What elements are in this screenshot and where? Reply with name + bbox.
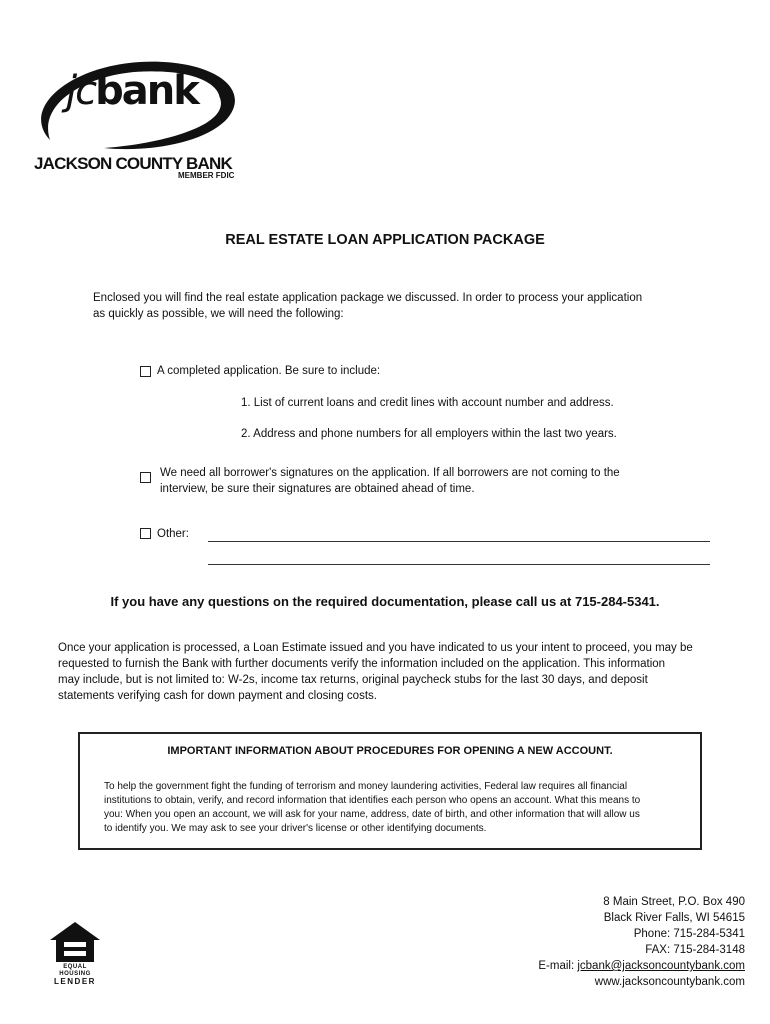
logo-wordmark bbox=[66, 68, 198, 114]
address-fax: FAX: 715-284-3148 bbox=[645, 944, 745, 956]
bank-logo bbox=[30, 48, 250, 186]
member-fdic: MEMBER FDIC bbox=[178, 171, 235, 180]
address-email-row bbox=[538, 958, 745, 974]
checklist-subitem-employers: 2. Address and phone numbers for all employers within the last two years. bbox=[241, 428, 617, 440]
eho-line: EQUAL HOUSING bbox=[59, 964, 91, 977]
signatures-line: interview, be sure their signatures are obtained ahead of time. bbox=[160, 483, 475, 495]
notice-line: you: When you open an account, we will ask for your name, address, date of birth, and other information that will allow us bbox=[104, 809, 640, 820]
other-input-line-1[interactable] bbox=[208, 541, 710, 542]
intro-line: as quickly as possible, we will need the following: bbox=[93, 308, 344, 320]
checklist-subitem-loans: 1. List of current loans and credit lines with account number and address. bbox=[241, 397, 614, 409]
equal-housing-text bbox=[50, 964, 100, 985]
other-input-line-2[interactable] bbox=[208, 564, 710, 565]
contact-question: If you have any questions on the required documentation, please call us at 715-284-5341. bbox=[110, 594, 660, 609]
paragraph-line: may include, but is not limited to: W-2s, income tax returns, original paycheck stubs for the last 30 days, and deposit bbox=[58, 674, 648, 686]
checklist-item-signatures bbox=[160, 465, 620, 497]
paragraph-line: statements verifying cash for down payment and closing costs. bbox=[58, 690, 377, 702]
email-link[interactable]: jcbank@jacksoncountybank.com bbox=[577, 960, 745, 972]
notice-line: To help the government fight the funding of terrorism and money laundering activities, Federal law requires all financial bbox=[104, 781, 628, 792]
address-city: Black River Falls, WI 54615 bbox=[603, 912, 745, 924]
notice-line: to identify you. We may ask to see your driver's license or other identifying documents. bbox=[104, 823, 487, 834]
address-street: 8 Main Street, P.O. Box 490 bbox=[603, 896, 745, 908]
eho-line: LENDER bbox=[54, 977, 96, 986]
bank-name: JACKSON COUNTY BANK bbox=[34, 154, 232, 173]
paragraph-line: requested to furnish the Bank with further documents verify the information included on the application. This information bbox=[58, 658, 666, 670]
notice-text bbox=[104, 780, 694, 836]
important-notice-box bbox=[78, 732, 702, 850]
equal-housing-house-icon bbox=[48, 920, 102, 964]
logo-bank: bank bbox=[95, 68, 198, 114]
website-link[interactable]: www.jacksoncountybank.com bbox=[594, 976, 745, 988]
notice-line: institutions to obtain, verify, and record information that identifies each person who opens an account. What this means to bbox=[104, 795, 641, 806]
signatures-checkbox[interactable] bbox=[140, 472, 151, 483]
equal-housing-lender-logo bbox=[48, 920, 102, 986]
page-title: REAL ESTATE LOAN APPLICATION PACKAGE bbox=[225, 232, 545, 248]
application-checkbox[interactable] bbox=[140, 366, 151, 377]
processing-paragraph bbox=[58, 640, 718, 704]
address-phone: Phone: 715-284-5341 bbox=[633, 928, 745, 940]
logo-jc: jc bbox=[66, 68, 96, 114]
signatures-line: We need all borrower's signatures on the application. If all borrowers are not coming to the bbox=[160, 467, 620, 479]
email-label: E-mail: bbox=[538, 960, 578, 972]
notice-title: IMPORTANT INFORMATION ABOUT PROCEDURES FOR OPENING A NEW ACCOUNT. bbox=[167, 745, 613, 757]
other-checkbox[interactable] bbox=[140, 528, 151, 539]
intro-line: Enclosed you will find the real estate application package we discussed. In order to process your application bbox=[93, 292, 643, 304]
paragraph-line: Once your application is processed, a Loan Estimate issued and you have indicated to us your intent to proceed, you may be bbox=[58, 642, 693, 654]
intro-text bbox=[93, 290, 693, 322]
checklist-item-application: A completed application. Be sure to include: bbox=[157, 365, 381, 377]
other-label: Other: bbox=[157, 528, 189, 540]
contact-address bbox=[538, 894, 745, 990]
